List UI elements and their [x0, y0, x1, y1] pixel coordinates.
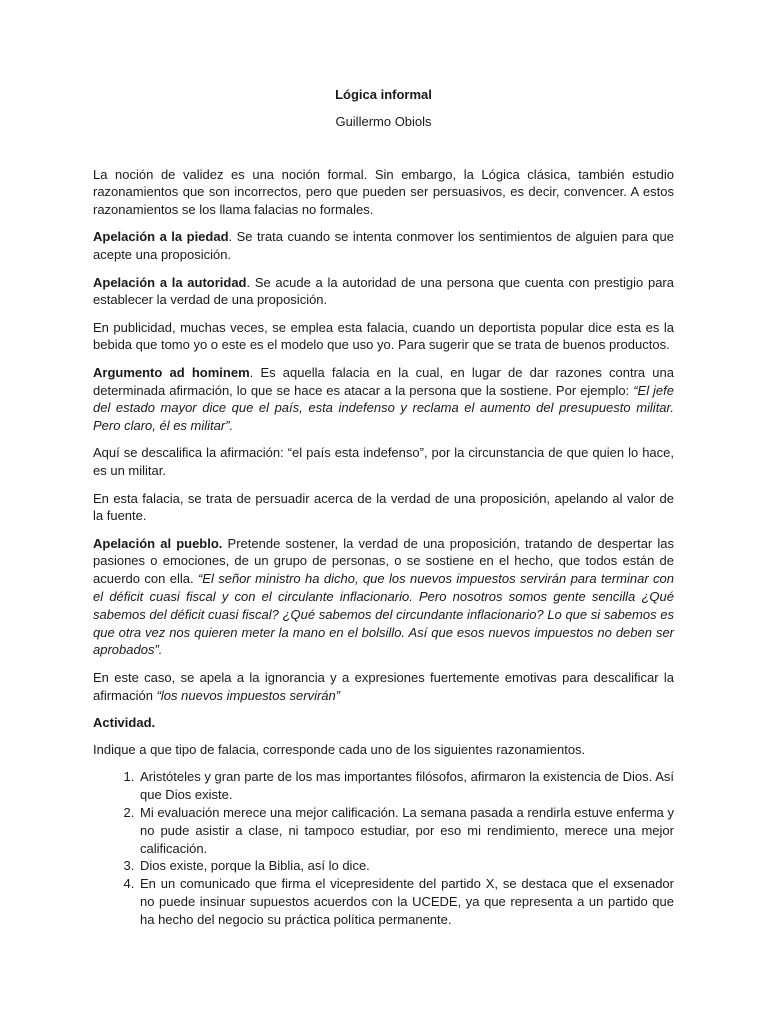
document-author: Guillermo Obiols: [335, 113, 432, 129]
pueblo-term: Apelación al pueblo.: [93, 535, 223, 551]
caso-text: En este caso, se apela a la ignorancia y a expresiones fuertemente emotivas para descalificar la afirmación: [93, 669, 674, 703]
list-item: 3. Dios existe, porque la Biblia, así lo dice.: [138, 857, 674, 875]
hominem-quote: “El jefe del estado mayor dice que el país, esta indefenso y reclama el aumento del presupuesto militar. Pero claro, él es militar”.: [93, 382, 674, 434]
caso-paragraph: [93, 669, 674, 705]
hominem-paragraph: [93, 364, 674, 435]
piedad-text: . Se trata cuando se intenta conmover los sentimientos de alguien para que acepte una proposición.: [93, 229, 674, 263]
activity-list: [93, 768, 674, 928]
list-item: 1. Aristóteles y gran parte de los mas importantes filósofos, afirmaron la existencia de Dios. Así que Dios existe.: [138, 768, 674, 804]
pueblo-paragraph: [93, 535, 674, 660]
autoridad-paragraph: [93, 274, 674, 310]
pueblo-quote: “El señor ministro ha dicho, que los nuevos impuestos servirán para terminar con el déficit cuasi fiscal y con el circulante inflacionario. Pero nosotros somos gente sencilla ¿Qué sabemos del déficit cuasi fiscal? ¿Qué sabemos del circundante inflacionario? Lo que si sabemos es que otra vez nos quieren meter la mano en el bolsillo. Así que esos nuevos impuestos no deben ser aprobados”.: [93, 571, 675, 658]
descalifica-paragraph: Aquí se descalifica la afirmación: “el país esta indefenso”, por la circunstancia de que quien lo hace, es un militar.: [93, 445, 674, 479]
publicidad-paragraph: En publicidad, muchas veces, se emplea esta falacia, cuando un deportista popular dice esta es la bebida que tomo yo o este es el modelo que uso yo. Para sugerir que se trata de buenos productos.: [93, 319, 674, 353]
piedad-term: Apelación a la piedad: [93, 229, 229, 245]
hominem-term: Argumento ad hominem: [93, 364, 250, 380]
document-title: Lógica informal: [335, 87, 432, 102]
intro-paragraph: La noción de validez es una noción formal. Sin embargo, la Lógica clásica, también estudio razonamientos que son incorrectos, pero que pueden ser persuasivos, es decir, convencer. A estos razonamientos se los llama falacias no formales.: [93, 166, 674, 218]
activity-instruction: Indique a que tipo de falacia, corresponde cada uno de los siguientes razonamientos.: [93, 742, 586, 758]
list-item: 2. Mi evaluación merece una mejor calificación. La semana pasada a rendirla estuve enferma y no pude asistir a clase, ni tampoco estudiar, por eso mi rendimiento, merece una mejor calificación.: [138, 804, 674, 857]
autoridad-term: Apelación a la autoridad: [93, 274, 247, 290]
pueblo-text: Pretende sostener, la verdad de una proposición, tratando de despertar las pasiones o emociones, de un grupo de personas, o se sostiene en el hecho, que todos están de acuerdo con ella.: [93, 535, 674, 587]
hominem-text: . Es aquella falacia en la cual, en lugar de dar razones contra una determinada afirmación, lo que se hace es atacar a la persona que la sostiene. Por ejemplo:: [93, 364, 675, 398]
list-item: 4. En un comunicado que firma el vicepresidente del partido X, se destaca que el exsenador no puede insinuar supuestos acuerdos con la UCEDE, ya que representa a un partido que ha hecho del negocio su práctica política permanente.: [138, 875, 674, 928]
activity-heading: Actividad.: [93, 714, 156, 730]
piedad-paragraph: [93, 228, 674, 264]
autoridad-text: . Se acude a la autoridad de una persona que cuenta con prestigio para establecer la verdad de una proposición.: [93, 274, 674, 308]
persuadir-paragraph: En esta falacia, se trata de persuadir acerca de la verdad de una proposición, apelando al valor de la fuente.: [93, 490, 674, 524]
caso-quote: “los nuevos impuestos servirán”: [156, 687, 341, 703]
